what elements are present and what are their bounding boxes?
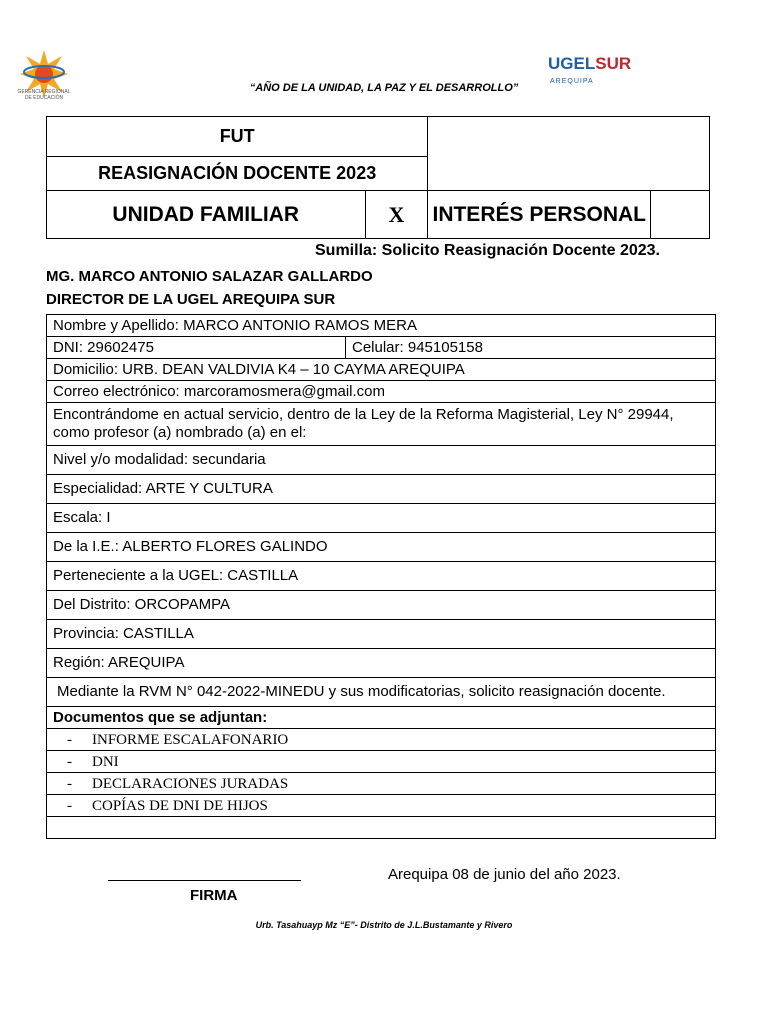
- title-right-blank: [428, 117, 710, 191]
- nombre-field[interactable]: Nombre y Apellido: MARCO ANTONIO RAMOS MERA: [47, 315, 716, 337]
- title-block: [46, 116, 710, 239]
- escala-field[interactable]: Escala: I: [47, 504, 716, 533]
- option-unidad-familiar: UNIDAD FAMILIAR: [47, 191, 366, 239]
- gerencia-logo-caption: GERENCIA REGIONAL DE EDUCACIÓN: [17, 89, 71, 101]
- document-item: [47, 795, 716, 817]
- addressee-position: DIRECTOR DE LA UGEL AREQUIPA SUR: [46, 291, 336, 308]
- correo-field[interactable]: Correo electrónico: marcoramosmera@gmail.com: [47, 381, 716, 403]
- place-date: Arequipa 08 de junio del año 2023.: [388, 866, 621, 883]
- signature-line[interactable]: [108, 880, 301, 881]
- doc-dash: -: [67, 731, 72, 748]
- footer-address: Urb. Tasahuayp Mz “E”- Distrito de J.L.Bustamante y Rivero: [255, 920, 513, 930]
- option-mark-x[interactable]: X: [365, 191, 428, 239]
- servicio-statement: Encontrándome en actual servicio, dentro de la Ley de la Reforma Magisterial, Ley N° 29944, como profesor (a) nombrado (a) en el:: [47, 403, 716, 446]
- addressee-name: MG. MARCO ANTONIO SALAZAR GALLARDO: [46, 268, 373, 285]
- mediante-statement: Mediante la RVM N° 042-2022-MINEDU y sus modificatorias, solicito reasignación docente.: [47, 678, 716, 707]
- ugel-sur-logo: [548, 54, 631, 74]
- dni-field[interactable]: DNI: 29602475: [47, 337, 346, 359]
- documents-title: Documentos que se adjuntan:: [47, 707, 716, 729]
- reasignacion-title: REASIGNACIÓN DOCENTE 2023: [47, 157, 428, 191]
- firma-label: FIRMA: [190, 887, 238, 904]
- provincia-field[interactable]: Provincia: CASTILLA: [47, 620, 716, 649]
- fut-title: FUT: [47, 117, 428, 157]
- document-item: [47, 773, 716, 795]
- nivel-field[interactable]: Nivel y/o modalidad: secundaria: [47, 446, 716, 475]
- ugel-logo-text: UGEL: [548, 54, 596, 73]
- document-item: [47, 729, 716, 751]
- empty-row[interactable]: [47, 817, 716, 839]
- sumilla: Sumilla: Solicito Reasignación Docente 2023.: [315, 242, 660, 259]
- document-item: [47, 751, 716, 773]
- option-interes-personal: INTERÉS PERSONAL: [428, 191, 651, 239]
- domicilio-field[interactable]: Domicilio: URB. DEAN VALDIVIA K4 – 10 CAYMA AREQUIPA: [47, 359, 716, 381]
- applicant-form: [46, 314, 716, 839]
- doc-label: COPÍAS DE DNI DE HIJOS: [92, 797, 268, 814]
- ugel-field[interactable]: Perteneciente a la UGEL: CASTILLA: [47, 562, 716, 591]
- option-interes-personal-checkbox[interactable]: [651, 191, 710, 239]
- doc-dash: -: [67, 797, 72, 814]
- doc-dash: -: [67, 775, 72, 792]
- doc-label: INFORME ESCALAFONARIO: [92, 731, 289, 748]
- doc-label: DECLARACIONES JURADAS: [92, 775, 289, 792]
- year-motto: “AÑO DE LA UNIDAD, LA PAZ Y EL DESARROLLO”: [249, 82, 519, 94]
- ie-field[interactable]: De la I.E.: ALBERTO FLORES GALINDO: [47, 533, 716, 562]
- doc-dash: -: [67, 753, 72, 770]
- sur-logo-text: SUR: [595, 54, 632, 73]
- celular-field[interactable]: Celular: 945105158: [346, 337, 716, 359]
- distrito-field[interactable]: Del Distrito: ORCOPAMPA: [47, 591, 716, 620]
- especialidad-field[interactable]: Especialidad: ARTE Y CULTURA: [47, 475, 716, 504]
- region-field[interactable]: Región: AREQUIPA: [47, 649, 716, 678]
- doc-label: DNI: [92, 753, 119, 770]
- ugel-logo-subtitle: AREQUIPA: [550, 78, 594, 85]
